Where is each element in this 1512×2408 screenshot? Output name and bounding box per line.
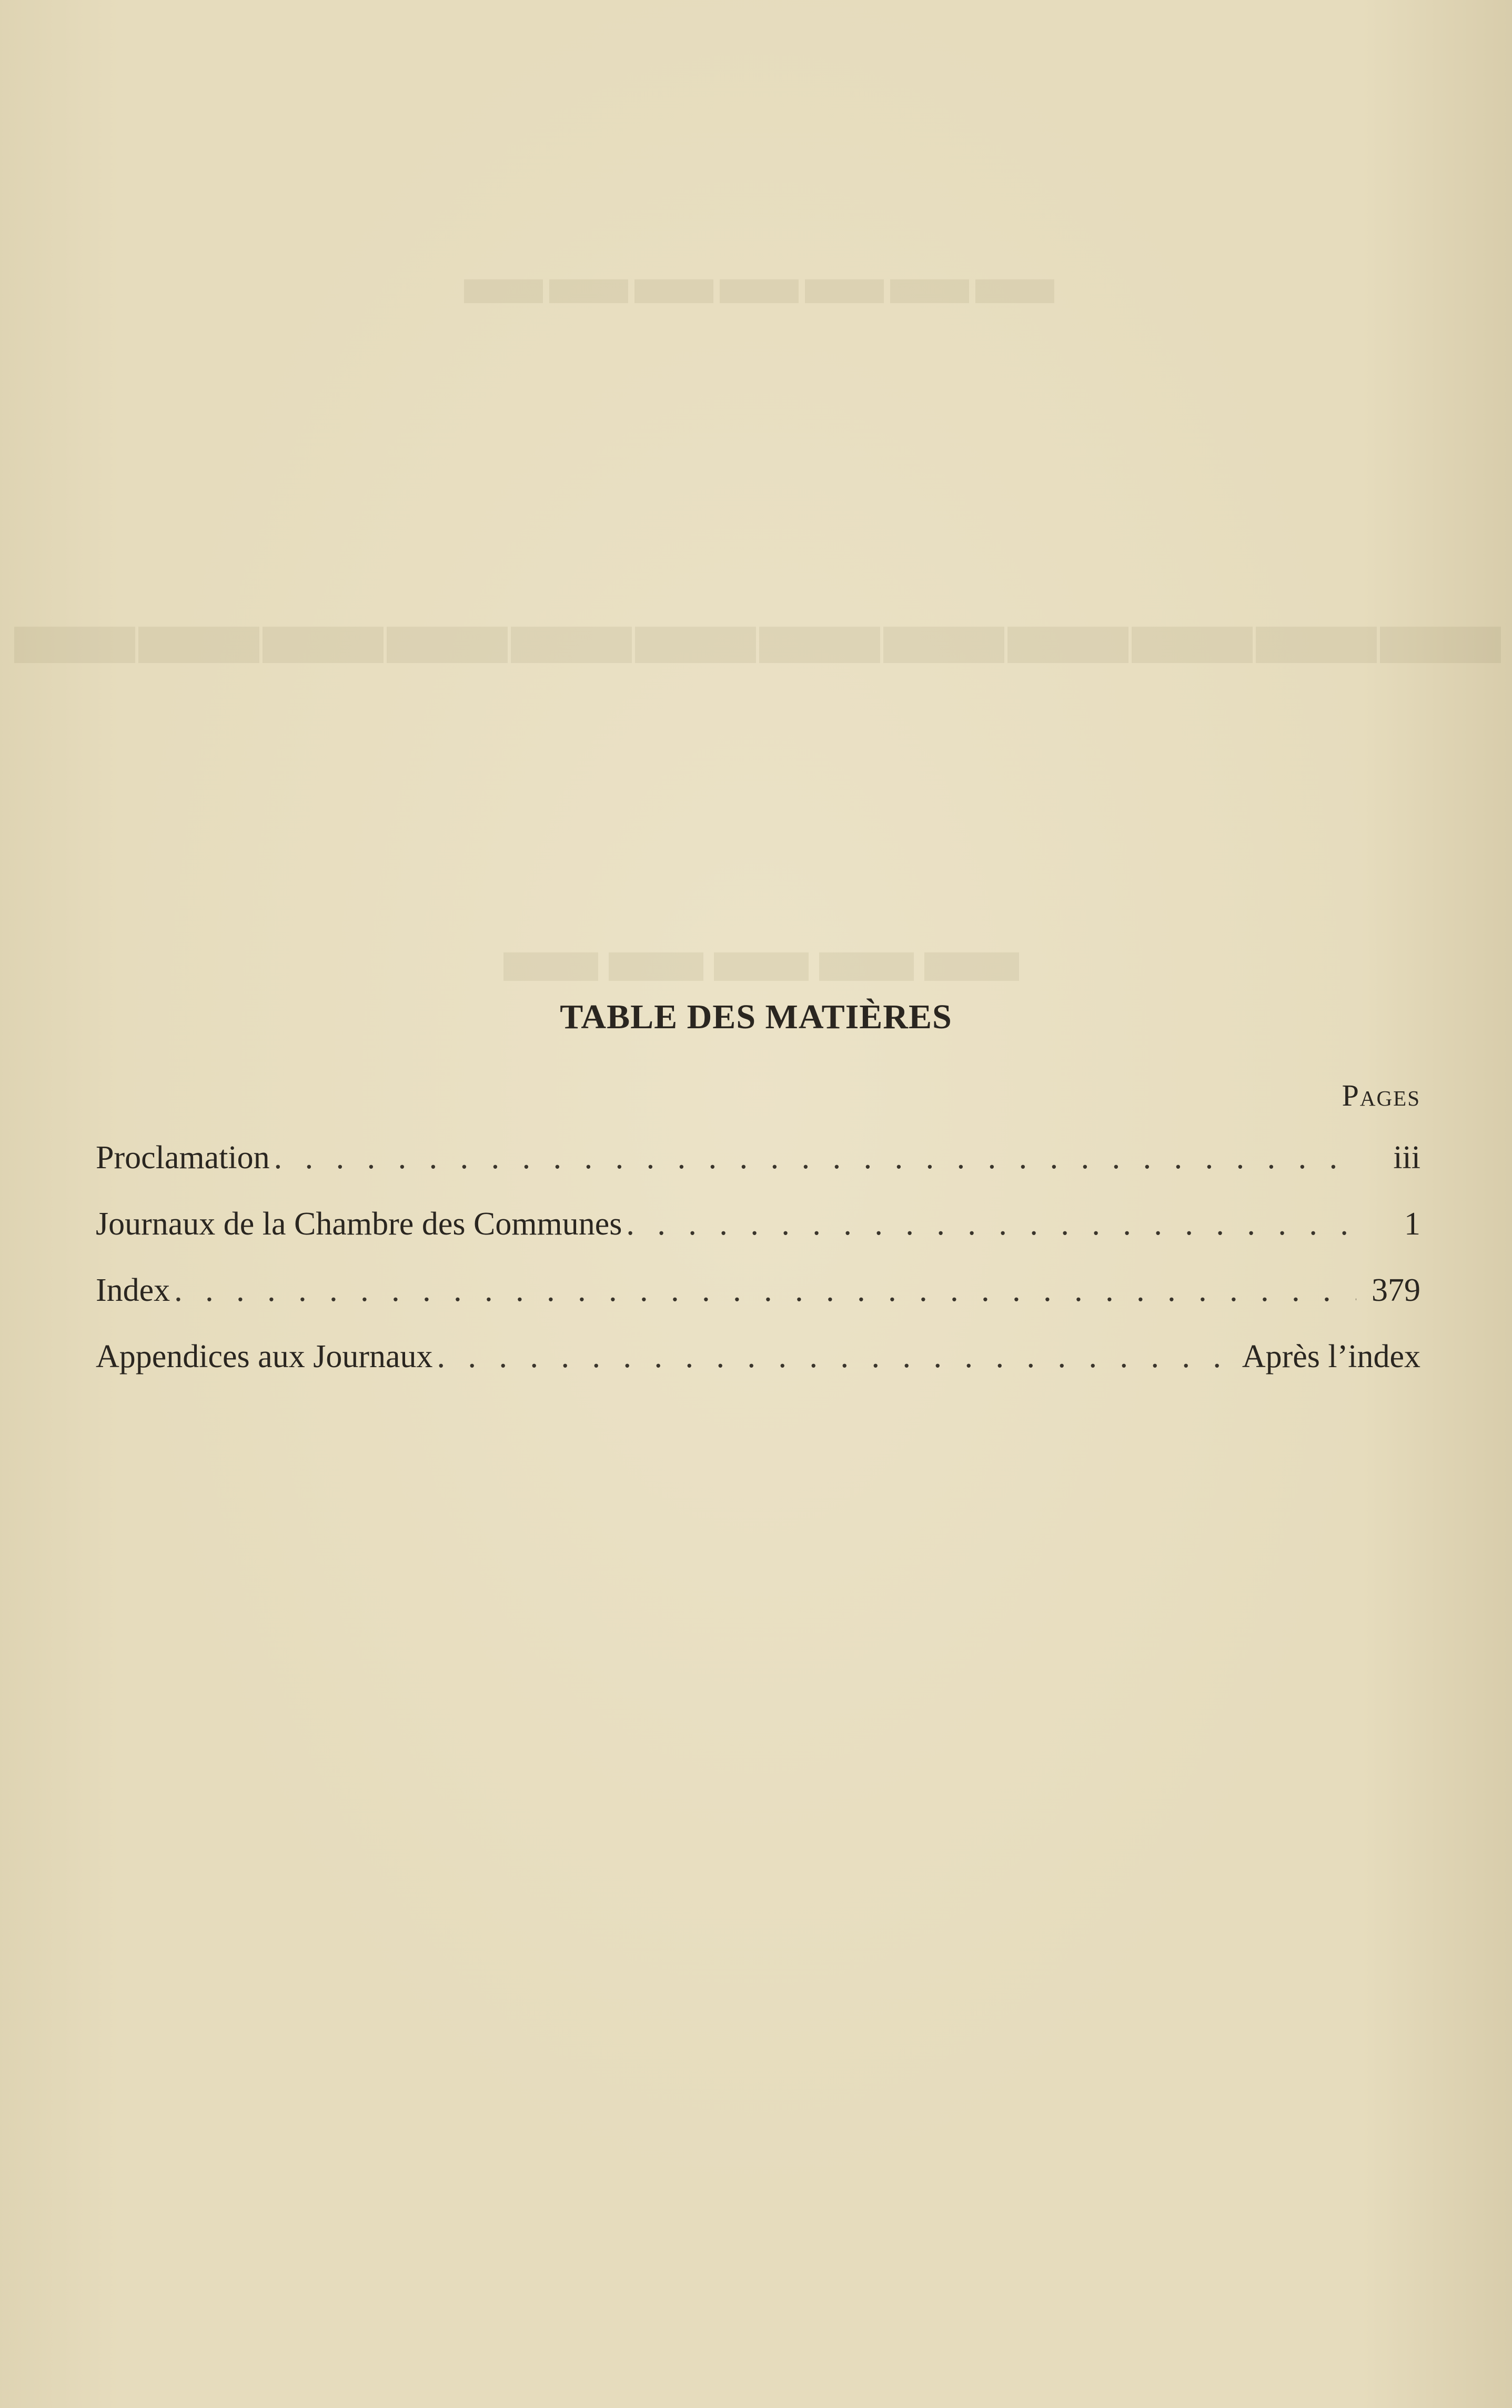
- bleed-through-ghost: ▬▬▬▬▬▬▬: [458, 233, 1054, 320]
- dot-leader: [626, 1203, 1356, 1245]
- toc-entry-label: Index: [96, 1272, 170, 1308]
- toc-entry-label: Proclamation: [96, 1140, 270, 1176]
- toc-entry-page: 1: [1404, 1206, 1420, 1242]
- toc-entry-label: Appendices aux Journaux: [96, 1339, 433, 1374]
- toc-entry-label: Journaux de la Chambre des Communes: [96, 1206, 622, 1242]
- pages-column-header: Pages: [1342, 1078, 1420, 1112]
- dot-leader: [437, 1336, 1236, 1378]
- toc-entry-page: 379: [1372, 1272, 1420, 1308]
- toc-entry: [96, 1203, 1420, 1269]
- dot-leader: [174, 1269, 1356, 1311]
- table-of-contents: [96, 1137, 1420, 1402]
- dot-leader: [274, 1137, 1356, 1179]
- toc-entry-page: iii: [1393, 1140, 1420, 1176]
- toc-entry: [96, 1336, 1420, 1402]
- toc-entry: [96, 1137, 1420, 1203]
- toc-entry: [96, 1269, 1420, 1336]
- page-title: TABLE DES MATIÈRES: [560, 998, 952, 1036]
- bleed-through-ghost: ▬▬▬▬▬: [493, 897, 1019, 1001]
- bleed-through-ghost: ▬▬▬▬▬▬▬▬▬▬▬▬: [11, 555, 1501, 689]
- toc-entry-page: Après l’index: [1242, 1339, 1420, 1374]
